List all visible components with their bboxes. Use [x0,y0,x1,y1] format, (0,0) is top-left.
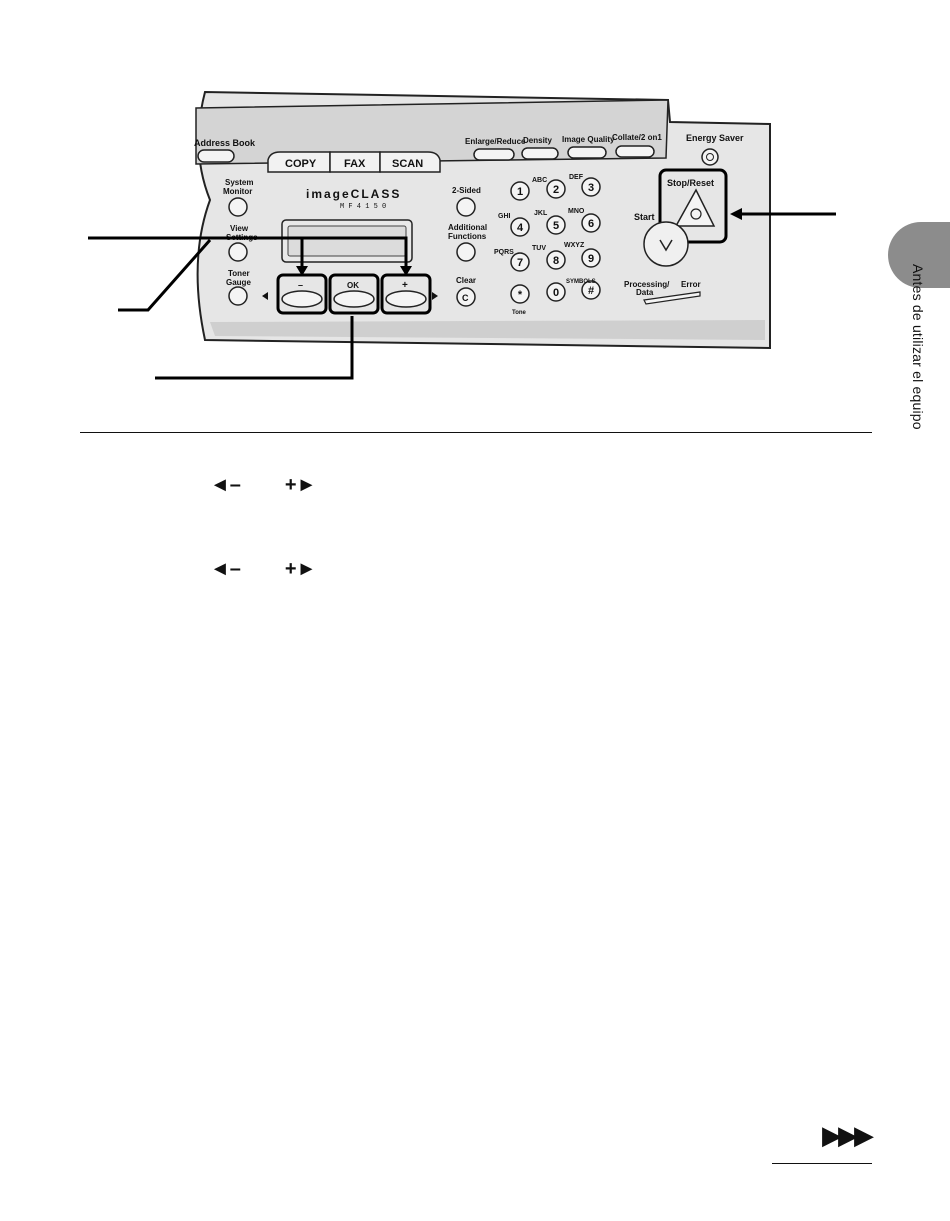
svg-text:Processing/: Processing/ [624,280,670,289]
svg-text:Functions: Functions [448,232,487,241]
model-number: M F 4 1 5 0 [340,203,387,211]
ok-button[interactable] [334,291,374,307]
keypad-key-label: 1 [516,186,524,198]
collate-button[interactable] [616,146,654,157]
mode-tabs [268,152,440,172]
svg-text:C: C [462,293,469,303]
system-monitor-button[interactable] [229,198,247,216]
svg-text:System: System [225,178,254,187]
additional-functions-button[interactable] [457,243,475,261]
svg-text:Gauge: Gauge [226,278,251,287]
svg-text:DEF: DEF [569,174,583,181]
keypad-key-label: 5 [552,220,560,232]
plus-right-symbol: +► [284,473,317,496]
svg-text:View: View [230,224,249,233]
top-button-label: Enlarge/Reduce [465,137,526,146]
plus-button[interactable] [386,291,426,307]
keypad-key-label: 0 [552,287,560,299]
toner-gauge-button[interactable] [229,287,247,305]
brand-logo: imageCLASS [306,187,402,201]
top-button-label: Collate/2 on1 [612,133,662,142]
keypad-key-label: 2 [552,184,560,196]
minus-button[interactable] [282,291,322,307]
address-book-label: Address Book [194,138,256,148]
plus-label: + [402,280,408,291]
svg-text:Tone: Tone [512,310,526,316]
keypad-key-label: * [517,289,523,301]
svg-text:Additional: Additional [448,223,488,232]
svg-text:TUV: TUV [532,245,546,252]
top-button-label: Image Quality [562,135,615,144]
svg-text:MNO: MNO [568,208,585,215]
two-sided-button[interactable] [457,198,475,216]
svg-text:Monitor: Monitor [223,187,253,196]
svg-text:PQRS: PQRS [494,249,514,256]
plus-right-symbol: +► [284,557,317,580]
svg-text:GHI: GHI [498,213,511,220]
keypad-key-label: # [587,285,595,297]
top-button-label: Density [523,136,552,145]
svg-text:SYMBOLS: SYMBOLS [566,279,596,285]
button-symbols-row-2 [210,558,316,580]
svg-text:Error: Error [681,280,701,289]
left-minus-symbol: ◄– [210,473,241,496]
lcd-inner [288,226,406,256]
image-quality-button[interactable] [568,147,606,158]
svg-text:Clear: Clear [456,276,477,285]
continue-arrows-icon: ▶▶▶ [822,1120,870,1150]
start-label: Start [634,212,655,222]
view-settings-button[interactable] [229,243,247,261]
keypad-key-label: 4 [516,222,524,234]
svg-text:WXYZ: WXYZ [564,242,585,249]
button-symbols-row-1 [210,474,316,496]
tab-copy-label: COPY [285,158,317,170]
svg-text:JKL: JKL [534,210,548,217]
section-rule [80,432,872,433]
energy-saver-button[interactable] [702,149,718,165]
stop-reset-label: Stop/Reset [667,178,715,188]
enlarge-reduce-button[interactable] [474,149,514,160]
density-button[interactable] [522,148,558,159]
svg-text:2-Sided: 2-Sided [452,186,481,195]
address-book-button[interactable] [198,150,234,162]
keypad-key-label: 6 [587,218,595,230]
start-button[interactable] [644,222,688,266]
svg-text:Data: Data [636,288,654,297]
control-panel-illustration [0,0,950,420]
footer-rule [772,1163,872,1164]
keypad-key-label: 9 [587,253,595,265]
tab-scan-label: SCAN [392,158,424,170]
left-minus-symbol: ◄– [210,557,241,580]
svg-text:Toner: Toner [228,269,250,278]
keypad-key-label: 8 [552,255,560,267]
keypad-key-label: 7 [516,257,524,269]
minus-label: – [298,280,304,290]
svg-text:Settings: Settings [226,233,258,242]
ok-label: OK [347,281,359,290]
svg-text:ABC: ABC [532,177,548,184]
keypad-key-label: 3 [587,182,595,194]
section-tab-label: Antes de utilizar el equipo [910,264,926,430]
tab-fax-label: FAX [344,158,366,170]
energy-saver-label: Energy Saver [686,133,744,143]
